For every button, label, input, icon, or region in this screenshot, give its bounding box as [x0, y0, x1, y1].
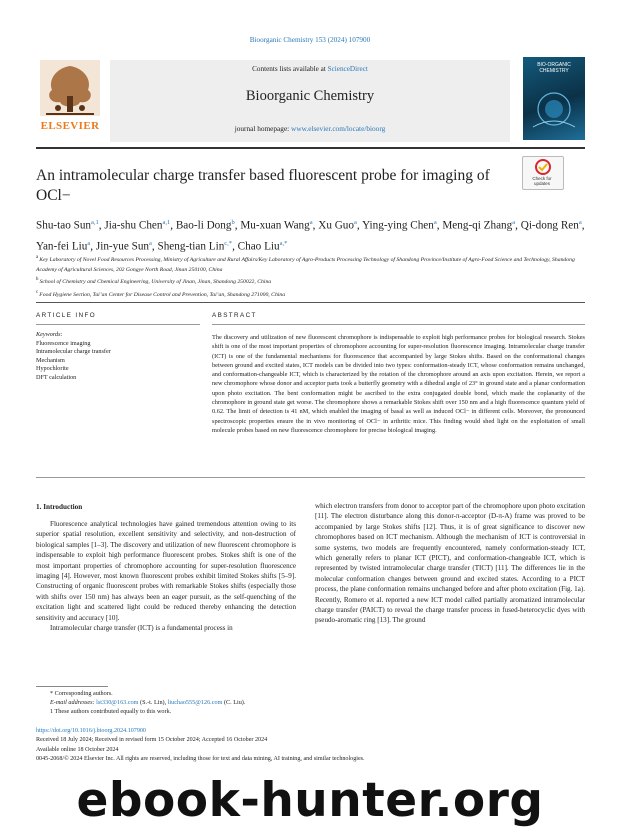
author-affiliation-mark[interactable]: a: [512, 219, 516, 226]
article-info-divider: [36, 302, 585, 303]
footnotes: [36, 689, 585, 717]
affiliations: [36, 253, 585, 300]
email-link-2[interactable]: liuchao555@126.com: [167, 699, 223, 707]
journal-citation: [0, 36, 620, 44]
author-name[interactable]: Shu-tao Sun: [36, 219, 92, 232]
author-affiliation-mark[interactable]: a: [309, 219, 313, 226]
author-affiliation-mark[interactable]: a: [578, 219, 582, 226]
copyright-line: 0045-2068/© 2024 Elsevier Inc. All rights are reserved, including those for text and data mining, AI training, and similar technologies.: [36, 755, 365, 762]
check-updates-label: Check for updates: [532, 176, 552, 186]
author-name[interactable]: Qi-dong Ren: [520, 219, 579, 232]
author-name[interactable]: Xu Guo: [318, 219, 354, 232]
author-affiliation-mark[interactable]: a: [149, 239, 152, 247]
author-affiliation-mark[interactable]: a: [353, 219, 357, 226]
footnote-divider: [36, 686, 108, 687]
journal-cover-title: BIO-ORGANIC CHEMISTRY: [537, 62, 571, 74]
abstract-bottom-divider: [36, 477, 585, 478]
author-name[interactable]: Yan-fei Liu: [36, 240, 88, 253]
email-addresses: E-mail addresses: lst330@163.com (S.-t. Lin), liuchao555@126.com (C. Liu).: [50, 699, 246, 707]
body-paragraph: which electron transfers from donor to acceptor part of the chromophore upon photo excitation [11]. The electron disturbance along this donor-π-acceptor (D-π-A) frame was proved to be accompanied by large Stokes shifts [12]. Thus, it is of great significance to discover new chromophores based on ICT mechanism. Although the mechanism of ICT is controversial in some systems, two models are frequently encountered, namely conformation-steady ICT, which generally refers to planar ICT (PICT), and conformation-changeable ICT, which is represented by twisted intramolecular charge transfer (TICT) [11]. The differences lie in the molecular conformation changes between ground and excited states. According to a PICT process, the plane conformation remains unchanged before and after photo excitation (Fig. 1a). Recently, Romero et al. reported a new ICT model called partially aromatized intramolecular charge transfer (PAICT) to reveal the charge transfer process in fused-heterocyclic dyes with pseudo-aromatic ring [13]. The ground: [315, 502, 585, 625]
article-title: An intramolecular charge transfer based fluorescent probe for imaging of OCl−: [36, 167, 490, 204]
corresponding-author-note: * Corresponding authors.: [50, 690, 113, 697]
body-column-right: [315, 501, 585, 626]
affiliation-item: $^a$ Key Laboratory of Novel Food Resources Processing, Ministry of Agriculture and Rural Affairs/Key Laboratory of Agro-Products Processing Technology of Shandong Province/Institute of Agro-Food Science and Technology, Shandong Academy of Agricultural Sciences, 202 Gongye North Road, Jinan 250100, China: [36, 255, 575, 273]
doi-link[interactable]: https://doi.org/10.1016/j.bioorg.2024.107900: [36, 728, 146, 734]
author-name[interactable]: Jia-shu Chen: [104, 219, 163, 232]
author-list: Shu-tao Sun$^{a,1}$, Jia-shu Chen$^{a,1}$, Bao-li Dong$^b$, Mu-xuan Wang$^a$, Xu Guo$^a$, Ying-ying Chen$^a$, Meng-qi Zhang$^a$, Qi-dong Ren$^a$, Yan-fei Liu$^a$, Jin-yue Sun$^a$, Sheng-tian Lin$^{c,*}$, Chao Liu$^{a,*}$: [36, 219, 585, 253]
author-name[interactable]: Ying-ying Chen: [362, 219, 434, 232]
contents-available-line: Contents lists available at ScienceDirect: [252, 65, 368, 73]
journal-homepage-link[interactable]: www.elsevier.com/locate/bioorg: [291, 124, 386, 133]
affiliation-item: $^b$ School of Chemistry and Chemical Engineering, University of Jinan, Jinan, Shandong 250022, China: [36, 277, 272, 286]
author-name[interactable]: Meng-qi Zhang: [442, 219, 513, 232]
article-info-heading: ARTICLE INFO: [36, 312, 97, 319]
author-affiliation-mark[interactable]: c,*: [224, 239, 233, 247]
journal-name: Bioorganic Chemistry: [245, 88, 375, 104]
article-info-underline: [36, 324, 200, 325]
keywords-block: [36, 331, 200, 383]
header-divider: [36, 147, 585, 149]
author-affiliation-mark[interactable]: a: [433, 219, 437, 226]
article-metadata: [36, 727, 585, 764]
abstract-underline: [212, 324, 585, 325]
equal-contribution-note: 1 These authors contributed equally to this work.: [50, 708, 172, 716]
check-updates-icon: [523, 157, 563, 177]
author-affiliation-mark[interactable]: b: [231, 219, 235, 226]
journal-citation-link[interactable]: Bioorganic Chemistry 153 (2024) 107900: [249, 36, 371, 44]
received-dates: Received 18 July 2024; Received in revised form 15 October 2024; Accepted 16 October 2024: [36, 737, 268, 744]
keyword-item: Fluorescence imaging: [36, 339, 91, 347]
sciencedirect-link[interactable]: ScienceDirect: [327, 65, 368, 73]
affiliation-item: $^c$ Food Hygiene Section, Tai’an Center for Disease Control and Prevention, Tai’an, Shandong 271000, China: [36, 289, 286, 298]
keyword-item: DFT calculation: [36, 373, 77, 381]
author-affiliation-mark[interactable]: a: [87, 239, 91, 247]
elsevier-wordmark: ELSEVIER: [40, 120, 100, 132]
author-name[interactable]: Jin-yue Sun: [95, 240, 149, 253]
body-paragraph: Fluorescence analytical technologies have gained tremendous attention owing to its superior spatial resolution, excellent sensitivity and selectivity, and non-destruction of biological samples [1–3]. The discovery and utilization of new fluorescent chromophore is indispensable to exploit high performance fluorescent probes. Stokes shift is one of the most important properties of chromophore accounting for super-resolution fluorescence imaging [4]. However, most known fluorescent probes exhibit limited Stokes shifts [5–9]. Constructing of organic fluorescent probes with remarkable Stokes shifts (especially those with shifts over 150 nm) has always been an eager pursuit, as the self-quenching of the excitation light and scattered light could be reduced thereby enhancing the detection sensitivity and accuracy [10].: [36, 520, 296, 622]
keyword-item: Hypochlorite: [36, 365, 69, 373]
keyword-item: Mechanism: [36, 356, 65, 364]
available-online-date: Available online 18 October 2024: [36, 746, 119, 753]
email-link-1[interactable]: lst330@163.com: [96, 699, 139, 707]
author-name[interactable]: Chao Liu: [237, 240, 280, 253]
body-paragraph: Intramolecular charge transfer (ICT) is a fundamental process in: [50, 624, 233, 633]
abstract-heading: ABSTRACT: [212, 312, 257, 319]
section-heading-introduction: 1. Introduction: [36, 503, 83, 511]
author-name[interactable]: Bao-li Dong: [175, 219, 232, 232]
author-affiliation-mark[interactable]: a,1: [162, 219, 171, 226]
keywords-label: Keywords:: [36, 331, 63, 338]
author-affiliation-mark[interactable]: a,1: [91, 219, 99, 226]
author-name[interactable]: Mu-xuan Wang: [240, 219, 310, 232]
watermark-text: ebook-hunter.org: [76, 773, 544, 828]
author-affiliation-mark[interactable]: a,*: [279, 239, 288, 247]
abstract-text: The discovery and utilization of new fluorescent chromophore is indispensable to exploit high performance probes for biological research. Stokes shift is one of the most important properties of chromophore accounting for super-resolution fluorescence imaging. Intramolecular charge transfer (ICT) is one of the fundamental mechanisms for fluorescence that accompanied by large Stokes shifts. Based on the conformational changes between ground and excited states, ICT models can be divided into two types: conformation-steady ICT, whose conformation remains unchanged, and conformation-changeable ICT, which is characterized by the rotation of the chromophore around an axis upon excitation. Herein, we report a new chromophore whose donor and acceptor parts took a butterfly geometry with a dihedral angle of 23° in ground state and a planar conformation upon photo excitation. The bent conformation might be ascribed to the extra conjugated double bond, which made the coplanarity of the chromophore in ground state get worse. The chromophore shows a remarkable Stokes shift over 150 nm and a high fluorescence quantum yield of 0.62. The limit of detection is 41 nM, which enabled the imaging of basal as well as induced OCl− in different cells. Moreover, the pronounced spectroscopic properties ensure the in vivo monitoring of OCl− in arthritic mice. This finding would shed light on the exploitation of small molecule probes based on new fluorescence chromophore for precise biological imaging.: [212, 334, 585, 434]
body-column-left: [36, 519, 296, 633]
keyword-item: Intramolecular charge transfer: [36, 348, 111, 356]
author-name[interactable]: Sheng-tian Lin: [157, 240, 225, 253]
journal-homepage-line: journal homepage: www.elsevier.com/locate/bioorg: [234, 124, 386, 133]
